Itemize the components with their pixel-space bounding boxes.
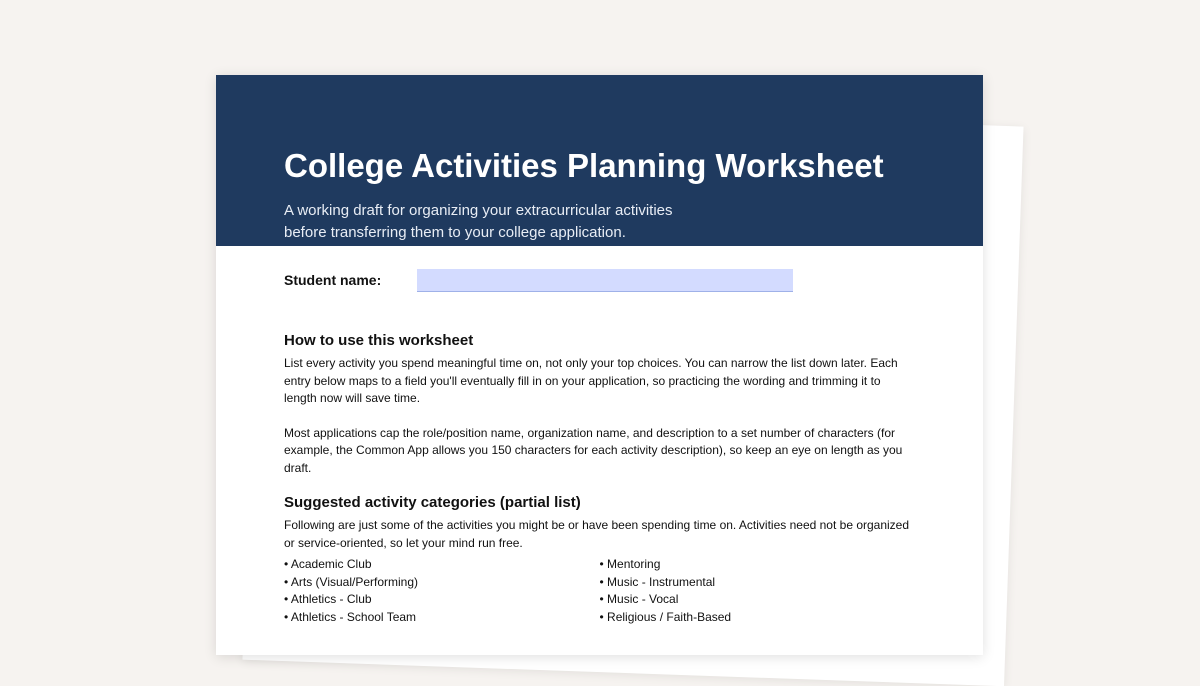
list-item: • Athletics - Club: [284, 592, 372, 606]
worksheet-header: [216, 75, 983, 246]
categories-column-right: [600, 556, 916, 626]
list-item: • Academic Club: [284, 557, 372, 571]
categories-column-left: [284, 556, 600, 626]
worksheet-page: [216, 75, 983, 655]
student-name-row: [284, 268, 915, 292]
how-to-paragraph-1: List every activity you spend meaningful time on, not only your top choices. You can narrow the list down later. Each entry below maps to a field you'll eventually fill in on your application, so practicing the wording and trimming it to length now will save time.: [284, 356, 898, 405]
page-title: College Activities Planning Worksheet: [284, 147, 884, 184]
subtitle-line-1: A working draft for organizing your extracurricular activities: [284, 202, 673, 219]
list-item: • Religious / Faith-Based: [599, 609, 732, 624]
categories-intro: Following are just some of the activities you might be or have been spending time on. Activities need not be organized or service-oriented, so let your mind run free.: [284, 518, 910, 550]
list-item: • Music - Instrumental: [599, 574, 716, 589]
categories-list: [284, 556, 915, 626]
student-name-field[interactable]: [417, 269, 793, 292]
how-to-heading: How to use this worksheet: [284, 332, 474, 349]
subtitle-line-2: before transferring them to your college application.: [284, 224, 626, 241]
list-item: • Arts (Visual/Performing): [284, 574, 419, 589]
student-name-label: Student name:: [284, 272, 382, 288]
list-item: • Athletics - School Team: [284, 609, 417, 624]
list-item: • Mentoring: [599, 557, 661, 571]
categories-heading: Suggested activity categories (partial list): [284, 494, 581, 511]
page-subtitle: [284, 200, 983, 244]
how-to-paragraph-2: Most applications cap the role/position name, organization name, and description to a set number of characters (for example, the Common App allows you 150 characters for each activity description), so keep an eye on length as you draft.: [284, 425, 903, 475]
worksheet-body: [216, 246, 983, 626]
list-item: • Music - Vocal: [599, 592, 679, 606]
